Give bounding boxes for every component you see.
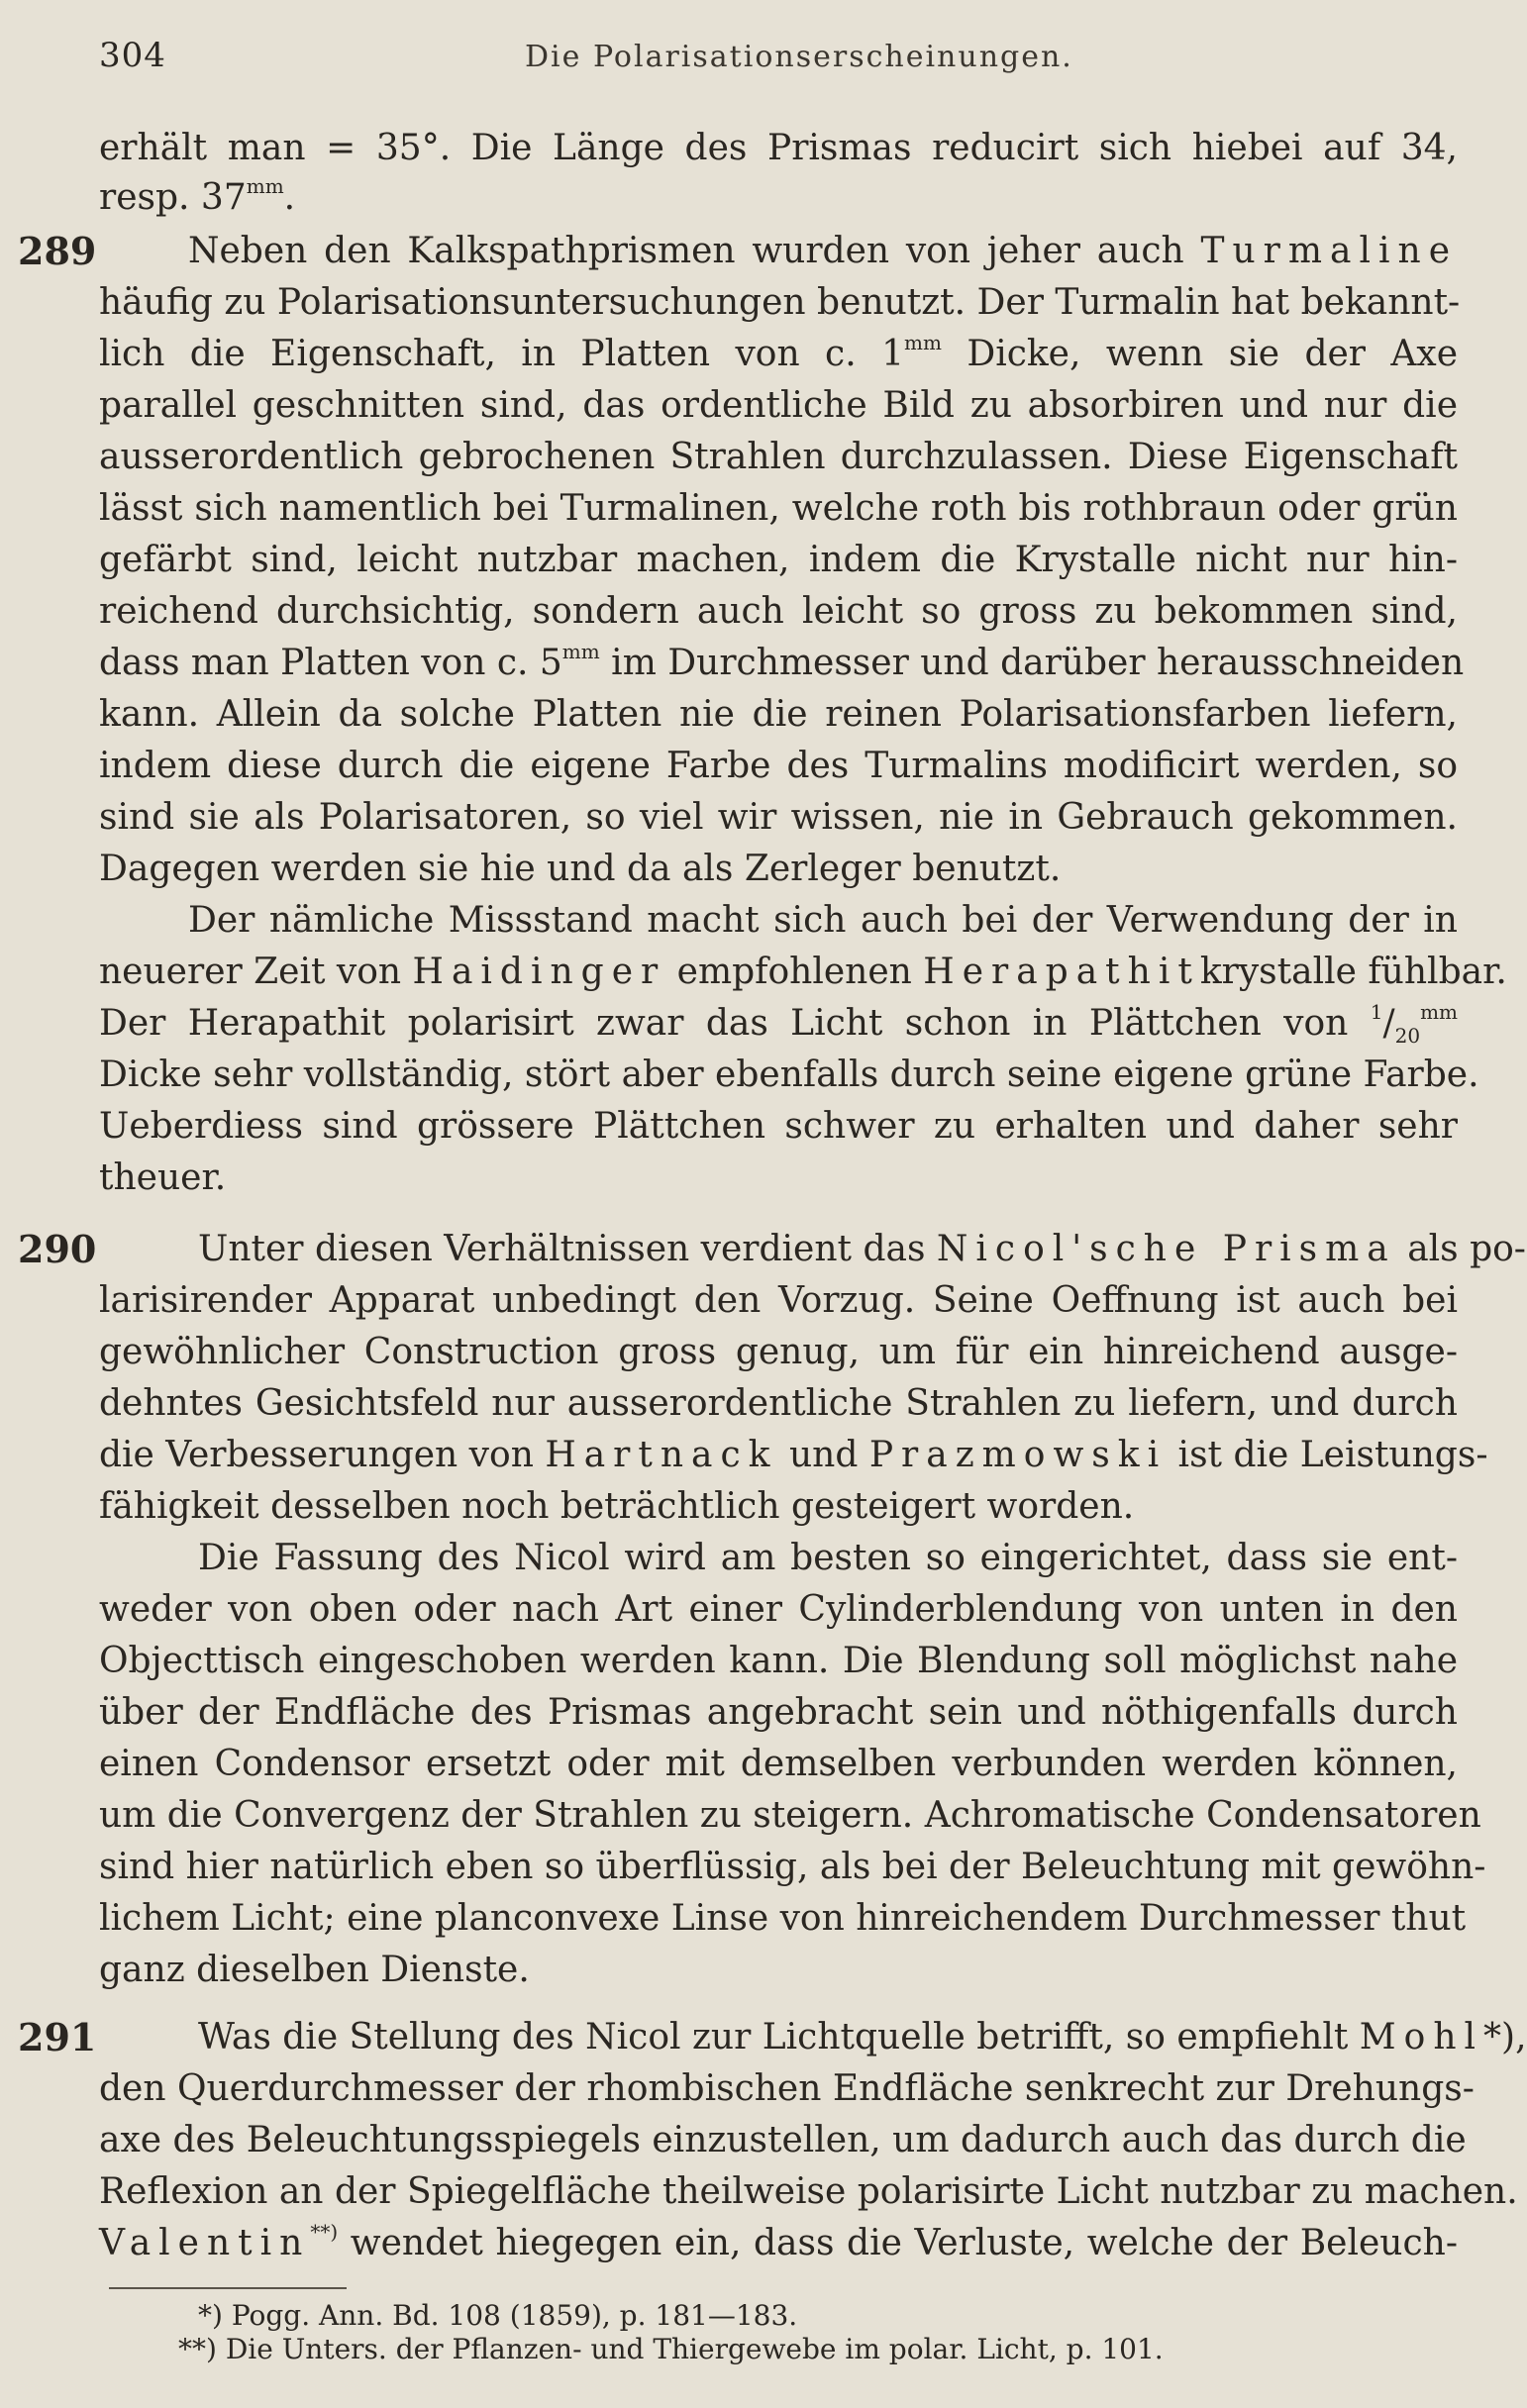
text-line: Dagegen werden sie hie und da als Zerleger benutzt. bbox=[99, 849, 1062, 889]
text-line: einen Condensor ersetzt oder mit demselben verbunden werden können, bbox=[99, 1744, 1458, 1784]
text-line: die Verbesserungen von Hartnack und Prazmowski ist die Leistungs- bbox=[99, 1435, 1488, 1475]
text-line: theuer. bbox=[99, 1157, 227, 1198]
text-line: lich die Eigenschaft, in Platten von c. $1^{mm}$ Dicke, wenn sie der Axe bbox=[99, 331, 1459, 374]
text-line: axe des Beleuchtungsspiegels einzustellen, um dadurch auch das durch die bbox=[99, 2120, 1467, 2160]
section-number: 289 bbox=[18, 229, 97, 273]
text-line: Objecttisch eingeschoben werden kann. Die Blendung soll möglichst nahe bbox=[99, 1641, 1458, 1681]
footnote-rule bbox=[109, 2287, 347, 2289]
footnote: *) Pogg. Ann. Bd. 108 (1859), p. 181—183. bbox=[198, 2299, 798, 2332]
text-line: Die Fassung des Nicol wird am besten so eingerichtet, dass sie ent- bbox=[198, 1538, 1458, 1578]
text-line: Reflexion an der Spiegelfläche theilweise polarisirte Licht nutzbar zu machen. bbox=[99, 2171, 1518, 2212]
text-line: lichem Licht; eine planconvexe Linse von hinreichendem Durchmesser thut bbox=[99, 1898, 1467, 1939]
text-line: Neben den Kalkspathprismen wurden von jeher auch Turmaline bbox=[188, 231, 1458, 271]
footnote: **) Die Unters. der Pflanzen- und Thiergewebe im polar. Licht, p. 101. bbox=[178, 2333, 1164, 2365]
text-line: lässt sich namentlich bei Turmalinen, welche roth bis rothbraun oder grün bbox=[99, 488, 1458, 529]
text-line: gewöhnlicher Construction gross genug, um für ein hinreichend ausge- bbox=[99, 1332, 1458, 1372]
text-line: ausserordentlich gebrochenen Strahlen durchzulassen. Diese Eigenschaft bbox=[99, 437, 1458, 477]
text-line: neuerer Zeit von Haidinger empfohlenen Herapathitkrystalle fühlbar. bbox=[99, 952, 1507, 992]
text-line: indem diese durch die eigene Farbe des Turmalins modificirt werden, so bbox=[99, 746, 1458, 786]
text-line: dehntes Gesichtsfeld nur ausserordentliche Strahlen zu liefern, und durch bbox=[99, 1383, 1458, 1424]
text-line: Der nämliche Missstand macht sich auch bei der Verwendung der in bbox=[188, 900, 1458, 941]
text-line: sind sie als Polarisatoren, so viel wir wissen, nie in Gebrauch gekommen. bbox=[99, 797, 1458, 838]
text-line: reichend durchsichtig, sondern auch leicht so gross zu bekommen sind, bbox=[99, 591, 1458, 632]
text-line: dass man Platten von c. $5^{mm}$ im Durchmesser und darüber herausschneiden bbox=[99, 640, 1465, 683]
page-number: 304 bbox=[99, 36, 166, 75]
text-line: Unter diesen Verhältnissen verdient das Nicol'sche Prisma als po- bbox=[198, 1229, 1526, 1269]
text-line: um die Convergenz der Strahlen zu steigern. Achromatische Condensatoren bbox=[99, 1795, 1481, 1836]
text-line: den Querdurchmesser der rhombischen Endfläche senkrecht zur Drehungs- bbox=[99, 2068, 1475, 2109]
text-line: gefärbt sind, leicht nutzbar machen, indem die Krystalle nicht nur hin- bbox=[99, 540, 1458, 580]
text-line: sind hier natürlich eben so überflüssig, als bei der Beleuchtung mit gewöhn- bbox=[99, 1847, 1486, 1887]
text-line: resp. $37^{mm}$. bbox=[99, 174, 296, 218]
text-line: Was die Stellung des Nicol zur Lichtquelle betrifft, so empfiehlt Mohl*), bbox=[198, 2017, 1527, 2057]
text-line: Dicke sehr vollständig, stört aber ebenfalls durch seine eigene grüne Farbe. bbox=[99, 1054, 1479, 1095]
text-line: parallel geschnitten sind, das ordentliche Bild zu absorbiren und nur die bbox=[99, 385, 1458, 426]
section-number: 290 bbox=[18, 1227, 97, 1271]
text-line: kann. Allein da solche Platten nie die reinen Polarisationsfarben liefern, bbox=[99, 694, 1458, 735]
text-line: erhält man = 35°. Die Länge des Prismas reducirt sich hiebei auf 34, bbox=[99, 128, 1458, 168]
section-number: 291 bbox=[18, 2015, 97, 2059]
text-line: Ueberdiess sind grössere Plättchen schwer zu erhalten und daher sehr bbox=[99, 1106, 1458, 1147]
text-line: ganz dieselben Dienste. bbox=[99, 1950, 530, 1990]
text-line: Valentin**) wendet hiegegen ein, dass die Verluste, welche der Beleuch- bbox=[99, 2220, 1458, 2263]
text-line: larisirender Apparat unbedingt den Vorzug. Seine Oeffnung ist auch bei bbox=[99, 1280, 1458, 1321]
text-line: über der Endfläche des Prismas angebracht sein und nöthigenfalls durch bbox=[99, 1692, 1458, 1733]
text-line: weder von oben oder nach Art einer Cylinderblendung von unten in den bbox=[99, 1589, 1458, 1630]
text-line: häufig zu Polarisationsuntersuchungen benutzt. Der Turmalin hat bekannt- bbox=[99, 282, 1461, 323]
running-title: Die Polarisationserscheinungen. bbox=[525, 40, 1073, 74]
text-line: fähigkeit desselben noch beträchtlich gesteigert worden. bbox=[99, 1486, 1135, 1527]
page-header bbox=[99, 36, 1367, 85]
text-line: Der Herapathit polarisirt zwar das Licht schon in Plättchen von $^1/_{20}^{mm}$ bbox=[99, 1000, 1458, 1049]
